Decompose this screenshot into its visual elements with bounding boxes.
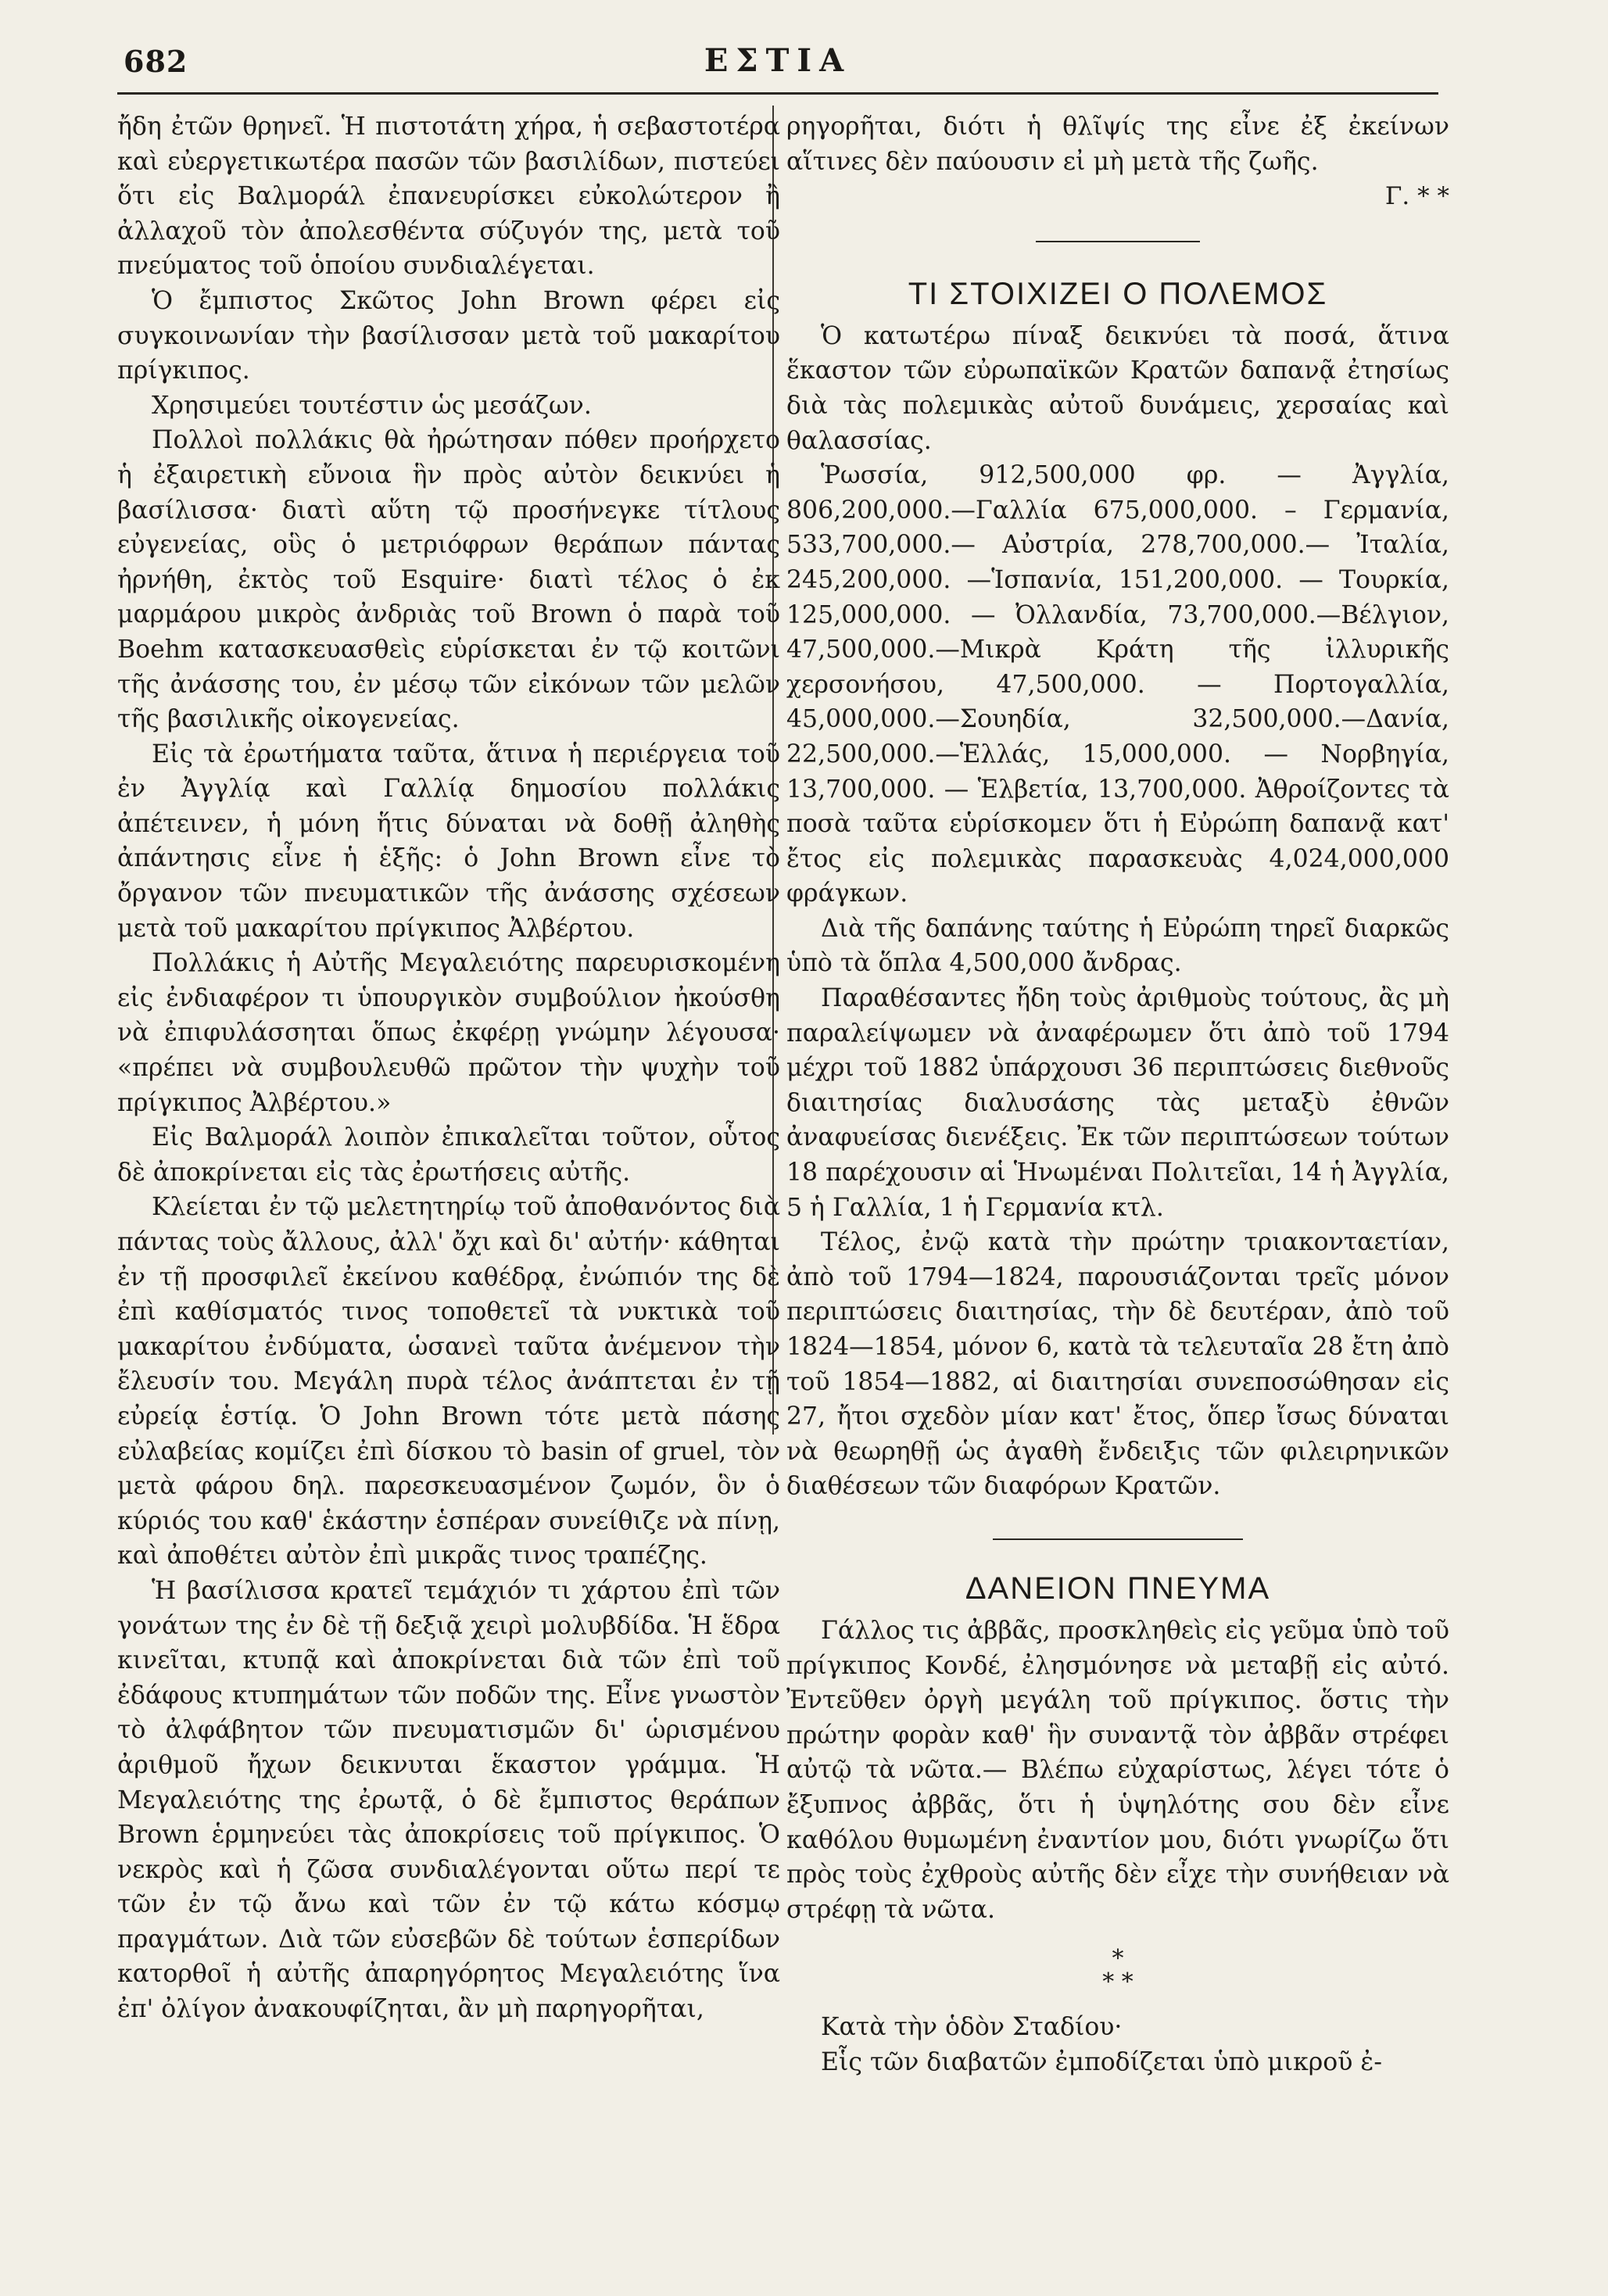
paragraph: Τέλος, ἐνῷ κατὰ τὴν πρώτην τριακονταετίαν, ἀπὸ τοῦ 1794—1824, παρουσιάζονται τρεῖς μόνον περιπτώσεις διαιτησίας, τὴν δὲ δευτέραν, ἀπὸ τοῦ 1824—1854, μόνον 6, κατὰ τὰ τελευταῖα 28 ἔτη ἀπὸ τοῦ 1854—1882, αἱ διαιτησίαι συνεποσώθησαν εἰς 27, ἤτοι σχεδὸν μίαν κατ' ἔτος, ὅπερ ἴσως δύναται νὰ θεωρηθῇ ὡς ἀγαθὴ ἔνδειξις τῶν φιλειρηνικῶν διαθέσεων τῶν διαφόρων Κρατῶν. [786,1228,1449,1501]
section-title-borrowed-wit: ΔΑΝΕΙΟΝ ΠΝΕΥΜΑ [965,1571,1271,1606]
paragraph: Παραθέσαντες ἤδη τοὺς ἀριθμοὺς τούτους, ἂς μὴ παραλείψωμεν νὰ ἀναφέρωμεν ὅτι ἀπὸ τοῦ 1794 μέχρι τοῦ 1882 ὑπάρχουσι 36 περιπτώσεις διεθνοῦς διαιτησίας διαλυσάσης τὰς μεταξὺ ἐθνῶν ἀναφυείσας διενέξεις. Ἐκ τῶν περιπτώσεων τούτων 18 παρέχουσιν αἱ Ἡνωμέναι Πολιτεῖαι, 14 ἡ Ἀγγλία, 5 ἡ Γαλλία, 1 ἡ Γερμανία κτλ. [786,984,1449,1222]
paragraph: Πολλάκις ἡ Αὐτῆς Μεγαλειότης παρευρισκομένη εἰς ἐνδιαφέρον τι ὑπουργικὸν συμβούλιον ἠκούσθη νὰ ἐπιφυλάσσηται ὅπως ἐκφέρῃ γνώμην λέγουσα· «πρέπει νὰ συμβουλευθῶ πρῶτον τὴν ψυχὴν τοῦ πρίγκιπος Ἀλβέρτου.» [117,949,780,1117]
paragraph: Γάλλος τις ἀββᾶς, προσκληθεὶς εἰς γεῦμα ὑπὸ τοῦ πρίγκιπος Κονδέ, ἐλησμόνησε νὰ μεταβῇ εἰς αὐτό. Ἐντεῦθεν ὀργὴ μεγάλη τοῦ πρίγκιπος. ὅστις τὴν πρώτην φορὰν καθ' ἣν συναντᾷ τὸν ἀββᾶν στρέφει αὐτῷ τὰ νῶτα.— Βλέπω εὐχαρίστως, λέγει τότε ὁ ἔξυπνος ἀββᾶς, ὅτι ἡ ὑψηλότης σου δὲν εἶνε καθόλου θυμωμένη ἐναντίον μου, διότι γνωρίζω ὅτι πρὸς τοὺς ἐχθροὺς αὐτῆς δὲν εἶχε τὴν συνήθειαν νὰ στρέφῃ τὰ νῶτα. [786,1616,1449,1924]
right-column [786,109,1449,2267]
paragraph: Πολλοὶ πολλάκις θὰ ἠρώτησαν πόθεν προήρχετο ἡ ἐξαιρετικὴ εὔνοια ἣν πρὸς αὐτὸν δεικνύει ἡ βασίλισσα· διατὶ αὕτη τῷ προσήνεγκε τίτλους εὐγενείας, οὓς ὁ μετριόφρων θεράπων πάντας ἠρνήθη, ἐκτὸς τοῦ Esquire· διατὶ τέλος ὁ ἐκ μαρμάρου μικρὸς ἀνδριὰς τοῦ Brown ὁ παρὰ τοῦ Boehm κατασκευασθεὶς εὑρίσκεται ἐν τῷ κοιτῶνι τῆς ἀνάσσης του, ἐν μέσῳ τῶν εἰκόνων τῶν μελῶν τῆς βασιλικῆς οἰκογενείας. [117,426,780,734]
paragraph: Εἰς Βαλμοράλ λοιπὸν ἐπικαλεῖται τοῦτον, οὗτος δὲ ἀποκρίνεται εἰς τὰς ἐρωτήσεις αὐτῆς. [117,1123,780,1187]
left-column [117,109,780,2267]
paragraph: Χρησιμεύει τουτέστιν ὡς μεσάζων. [152,391,592,420]
journal-title: ΕΣΤΙΑ [704,42,852,79]
paragraph-continuation: ρηγορῆται, διότι ἡ θλῖψίς της εἶνε ἐξ ἐκείνων αἵτινες δὲν παύουσιν εἰ μὴ μετὰ τῆς ζωῆς. [786,113,1449,176]
paragraph: Ἡ βασίλισσα κρατεῖ τεμάχιόν τι χάρτου ἐπὶ τῶν γονάτων της ἐν δὲ τῇ δεξιᾷ χειρὶ μολυβδίδα. Ἡ ἕδρα κινεῖται, κτυπᾷ καὶ ἀποκρίνεται διὰ τῶν ἐπὶ τοῦ ἐδάφους κτυπημάτων τῶν ποδῶν της. Εἶνε γνωστὸν τὸ ἀλφάβητον τῶν πνευματισμῶν δι' ὡρισμένου ἀριθμοῦ ἤχων δεικνυται ἕκαστον γράμμα. Ἡ Μεγαλειότης της ἐρωτᾷ, ὁ δὲ ἔμπιστος θεράπων Brown ἑρμηνεύει τὰς ἀποκρίσεις τοῦ πρίγκιπος. Ὁ νεκρὸς καὶ ἡ ζῶσα συνδιαλέγονται οὕτω περί τε τῶν ἐν τῷ ἄνω καὶ τῶν ἐν τῷ κάτω κόσμῳ πραγμάτων. Διὰ τῶν εὐσεβῶν δὲ τούτων ἑσπερίδων κατορθοῖ ἡ αὐτῆς ἀπαρηγόρητος Μεγαλειότης ἵνα ἐπ' ὀλίγον ἀνακουφίζηται, ἂν μὴ παρηγορῆται, [117,1576,780,2024]
paragraph: Ὁ ἔμπιστος Σκῶτος John Brown φέρει εἰς συγκοινωνίαν τὴν βασίλισσαν μετὰ τοῦ μακαρίτου πρίγκιπος. [117,286,780,385]
paragraph: Ῥωσσία, 912,500,000 φρ. — Ἀγγλία, 806,200,000.—Γαλλία 675,000,000. – Γερμανία, 533,700,000.— Αὐστρία, 278,700,000.— Ἰταλία, 245,200,000. —Ἱσπανία, 151,200,000. — Τουρκία, 125,000,000. — Ὀλλανδία, 73,700,000.—Βέλγιον, 47,500,000.—Μικρὰ Κράτη τῆς ἰλλυρικῆς χερσονήσου, 47,500,000. — Πορτογαλλία, 45,000,000.—Σουηδία, 32,500,000.—Δανία, 22,500,000.—Ἑλλάς, 15,000,000. — Νορβηγία, 13,700,000. — Ἑλβετία, 13,700,000. Ἀθροίζοντες τὰ ποσὰ ταῦτα εὑρίσκομεν ὅτι ἡ Εὐρώπη δαπανᾷ κατ' ἔτος εἰς πολεμικὰς παρασκευὰς 4,024,000,000 φράγκων. [786,461,1449,908]
paragraph: Διὰ τῆς δαπάνης ταύτης ἡ Εὐρώπη τηρεῖ διαρκῶς ὑπὸ τὰ ὅπλα 4,500,000 ἄνδρας. [786,914,1449,978]
separator-rule [993,1538,1243,1540]
asterism: * * * [1102,1945,1133,1997]
paragraph: Ὁ κατωτέρω πίναξ δεικνύει τὰ ποσά, ἅτινα ἕκαστον τῶν εὐρωπαϊκῶν Κρατῶν δαπανᾷ ἐτησίως διὰ τὰς πολεμικὰς αὐτοῦ δυνάμεις, χερσαίας καὶ θαλασσίας. [786,321,1449,455]
paragraph: Κατὰ τὴν ὁδὸν Σταδίου· [821,2013,1123,2042]
section-title-war-cost: ΤΙ ΣΤΟΙΧΙΖΕΙ Ο ΠΟΛΕΜΟΣ [908,276,1328,311]
paragraph: Κλείεται ἐν τῷ μελετητηρίῳ τοῦ ἀποθανόντος διὰ πάντας τοὺς ἄλλους, ἀλλ' ὄχι καὶ δι' αὐτήν· κάθηται ἐν τῇ προσφιλεῖ ἐκείνου καθέδρᾳ, ἐνώπιόν της δὲ ἐπὶ καθίσματός τινος τοποθετεῖ τὰ νυκτικὰ τοῦ μακαρίτου ἐνδύματα, ὡσανεὶ ταῦτα ἀνέμενον τὴν ἔλευσίν του. Μεγάλη πυρὰ τέλος ἀνάπτεται ἐν τῇ εὐρείᾳ ἑστίᾳ. Ὁ John Brown τότε μετὰ πάσης εὐλαβείας κομίζει ἐπὶ δίσκου τὸ basin of gruel, τὸν μετὰ φάρου δηλ. παρεσκευασμένον ζωμόν, ὃν ὁ κύριός του καθ' ἑκάστην ἑσπέραν συνείθιζε νὰ πίνῃ, καὶ ἀποθέτει αὐτὸν ἐπὶ μικρᾶς τινος τραπέζης. [117,1193,780,1571]
paragraph: Εἷς τῶν διαβατῶν ἐμποδίζεται ὑπὸ μικροῦ ἐ- [821,2047,1382,2076]
page-header [117,38,1438,84]
paragraph: Εἰς τὰ ἐρωτήματα ταῦτα, ἅτινα ἡ περιέργεια τοῦ ἐν Ἀγγλίᾳ καὶ Γαλλίᾳ δημοσίου πολλάκις ἀπέτεινεν, ἡ μόνη ἥτις δύναται νὰ δοθῇ ἀληθὴς ἀπάντησις εἶνε ἡ ἑξῆς: ὁ John Brown εἶνε τὸ ὄργανον τῶν πνευματικῶν τῆς ἀνάσσης σχέσεων μετὰ τοῦ μακαρίτου πρίγκιπος Ἀλβέρτου. [117,740,780,943]
paragraph: ἤδη ἐτῶν θρηνεῖ. Ἡ πιστοτάτη χήρα, ἡ σεβαστοτέρα καὶ εὐεργετικωτέρα πασῶν τῶν βασιλίδων, πιστεύει ὅτι εἰς Βαλμοράλ ἐπανευρίσκει εὐκολώτερον ἢ ἀλλαχοῦ τὸν ἀπολεσθέντα σύζυγόν της, μετὰ τοῦ πνεύματος τοῦ ὁποίου συνδιαλέγεται. [117,113,780,281]
page-number: 682 [124,44,188,79]
header-rule [117,92,1438,95]
separator-rule [1036,241,1200,242]
author-signature: Γ. * * [1384,182,1449,211]
